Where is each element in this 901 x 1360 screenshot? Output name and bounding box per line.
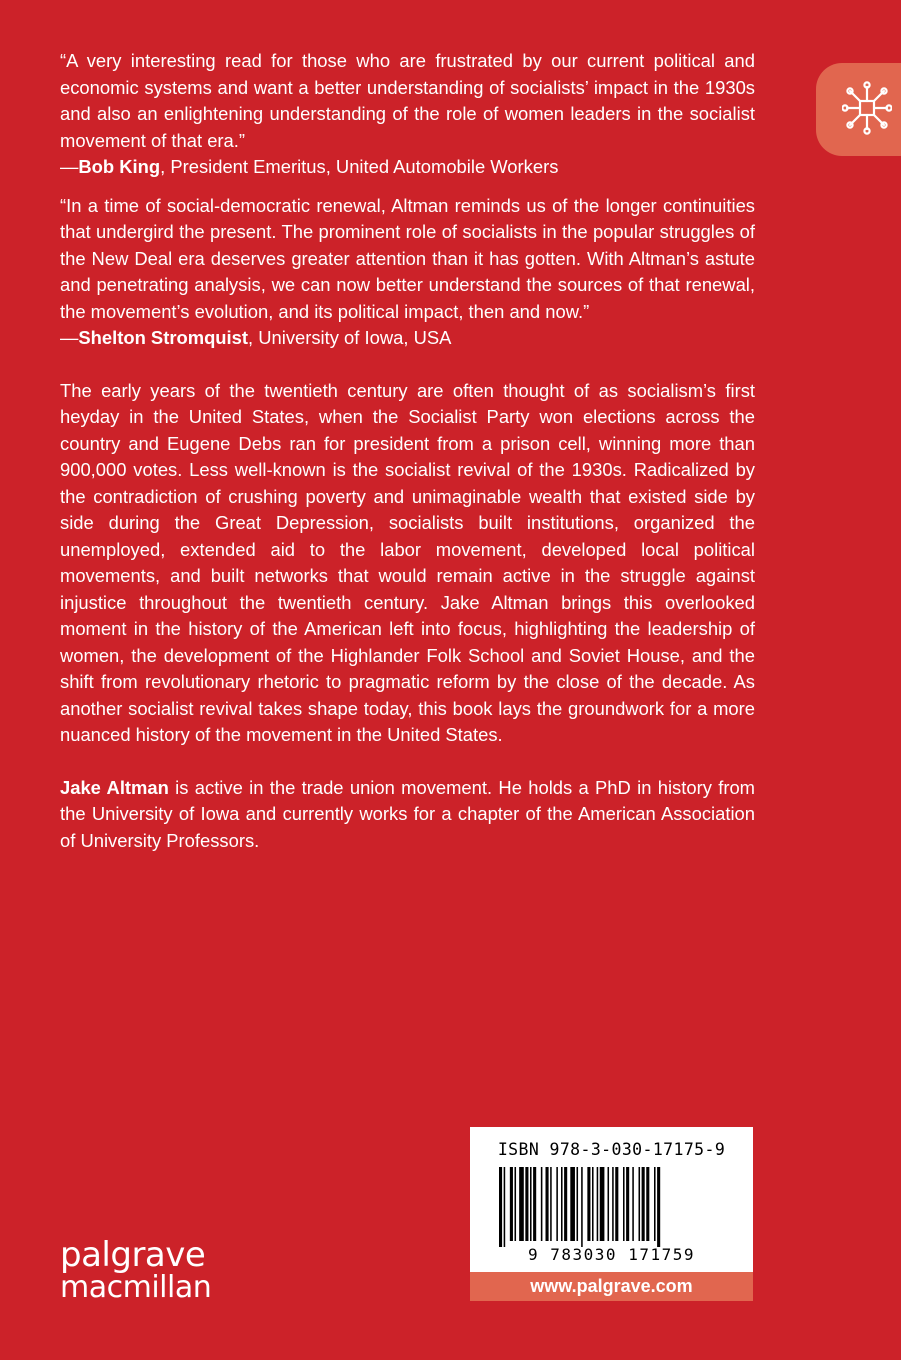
isbn-digits: 9 783030 171759 <box>528 1245 695 1264</box>
quote-attribution <box>60 154 755 181</box>
barcode-bar <box>570 1167 575 1241</box>
endorsement-quote <box>60 193 755 352</box>
barcode-bar <box>504 1167 506 1247</box>
barcode-bar <box>592 1167 594 1241</box>
bio-text: is active in the trade union movement. He holds a PhD in history from the University of Iowa and currently works for a chapter of the American Association of University Professors. <box>60 776 756 851</box>
barcode-bar <box>657 1167 660 1247</box>
barcode-bar <box>587 1167 590 1241</box>
barcode-bar <box>654 1167 656 1241</box>
bio-author-name: Jake Altman <box>60 776 169 798</box>
barcode-bar <box>632 1167 634 1241</box>
barcode-bar <box>646 1167 649 1241</box>
barcode-bar <box>581 1167 583 1247</box>
quote-author: Bob King <box>78 156 161 177</box>
quote-attribution <box>60 325 755 352</box>
barcode-bar <box>597 1167 599 1241</box>
barcode-bars <box>497 1167 726 1247</box>
series-tab <box>816 63 901 156</box>
barcode-bar <box>525 1167 528 1241</box>
quote-affiliation: , University of Iowa, USA <box>248 327 452 348</box>
barcode-bar <box>623 1167 625 1241</box>
publisher-website[interactable]: www.palgrave.com <box>470 1272 753 1301</box>
barcode-bar <box>519 1167 524 1241</box>
barcode-bar <box>499 1167 502 1247</box>
book-description <box>60 378 755 749</box>
barcode-bar <box>510 1167 513 1241</box>
barcode-bar <box>530 1167 532 1241</box>
barcode-bar <box>642 1167 645 1241</box>
barcode-bar <box>577 1167 579 1241</box>
publisher-name-line1: palgrave <box>60 1235 206 1275</box>
bio-paragraph <box>60 775 755 855</box>
barcode-bar <box>550 1167 552 1241</box>
barcode-bar <box>561 1167 563 1241</box>
quote-text: “A very interesting read for those who are frustrated by our current political and economic systems and want a better understanding of socialists’ impact in the 1930s and also an enlightening understanding of the role of women leaders in the socialist movement of that era.” <box>60 50 755 151</box>
barcode-bar <box>612 1167 614 1241</box>
quote-affiliation: , President Emeritus, United Automobile Workers <box>160 156 559 177</box>
barcode-bar <box>556 1167 558 1241</box>
description-text: The early years of the twentieth century are often thought of as socialism’s first heyday in the United States, when the Socialist Party won elections across the country and Eugene Debs ran for president from a prison cell, winning more than 900,000 votes. Less well-known is the socialist revival of the 1930s. Radicalized by the contradiction of crushing poverty and unimaginable wealth that existed side by side during the Great Depression, socialists built institutions, organized the unemployed, extended aid to the labor movement, developed local political movements, and built networks that would remain active in the struggle against injustice throughout the twentieth century. Jake Altman brings this overlooked moment in the history of the American left into focus, highlighting the leadership of women, the development of the Highlander Folk School and Soviet House, and the shift from revolutionary rhetoric to pragmatic reform by the close of the decade. As another socialist revival takes shape today, this book lays the groundwork for a more nuanced history of the movement in the United States. <box>60 379 755 745</box>
barcode-bar <box>600 1167 605 1241</box>
isbn-barcode <box>470 1127 753 1272</box>
publisher-logo <box>60 1235 212 1305</box>
barcode-bar <box>533 1167 536 1241</box>
isbn-label: ISBN 978-3-030-17175-9 <box>497 1140 726 1159</box>
barcode-bar <box>541 1167 543 1241</box>
barcode-bar <box>626 1167 629 1241</box>
publisher-name-line2: macmillan <box>60 1270 212 1305</box>
barcode-bar <box>546 1167 549 1241</box>
barcode-bar <box>515 1167 517 1241</box>
endorsement-quote <box>60 48 755 181</box>
barcode-bar <box>608 1167 610 1241</box>
barcode-bar <box>639 1167 641 1241</box>
quote-text: “In a time of social-democratic renewal, Altman reminds us of the longer continuities that undergird the present. The prominent role of socialists in the popular struggles of the New Deal era deserves greater attention than it has gotten. With Altman’s astute and penetrating analysis, we can now better understand the sources of that renewal, the movement’s evolution, and its political impact, then and now.” <box>60 194 755 322</box>
quote-author: Shelton Stromquist <box>78 327 248 348</box>
attribution-dash: — <box>60 327 79 348</box>
author-bio <box>60 775 755 855</box>
barcode-bar <box>615 1167 618 1241</box>
attribution-dash: — <box>60 156 79 177</box>
network-node-icon <box>842 80 892 136</box>
barcode-bar <box>564 1167 567 1241</box>
cover-text-column <box>60 48 755 854</box>
